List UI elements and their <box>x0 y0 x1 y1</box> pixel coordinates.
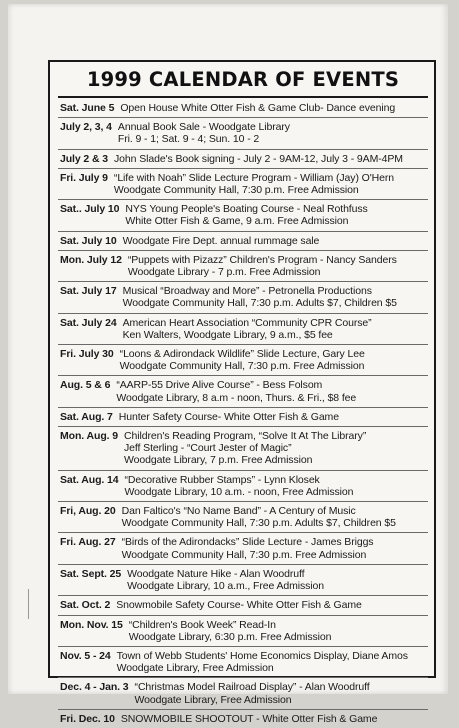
event-description-line: Hunter Safety Course- White Otter Fish & Game <box>118 410 339 423</box>
event-row <box>58 471 428 502</box>
event-description-line: John Slade's Book signing - July 2 - 9AM-12, July 3 - 9AM-4PM <box>114 152 403 165</box>
event-date: Fri. July 30 <box>60 348 114 361</box>
event-description-line: Musical “Broadway and More” - Petronella Productions <box>122 285 372 298</box>
event-row <box>58 200 428 231</box>
event-date: Sat. July 10 <box>60 234 117 247</box>
event-description-line: Jeff Sterling - “Court Jester of Magic” <box>124 442 292 455</box>
event-description <box>114 348 428 372</box>
event-description-line: Woodgate Community Hall, 7:30 p.m. Free Admission <box>121 548 367 561</box>
event-description-line: American Heart Association “Community CPR Course” <box>122 316 372 329</box>
event-date: Sat. Oct. 2 <box>60 599 111 612</box>
event-row <box>58 345 428 376</box>
event-description <box>108 153 428 165</box>
event-row <box>58 99 428 118</box>
event-description-line: “Life with Noah” Slide Lecture Program - William (Jay) O'Hern <box>113 171 394 184</box>
event-description <box>119 474 428 498</box>
event-date: July 2 & 3 <box>60 152 109 165</box>
event-description-line: Fri. 9 - 1; Sat. 9 - 4; Sun. 10 - 2 <box>117 133 260 146</box>
event-description-line: Annual Book Sale - Woodgate Library <box>117 121 290 134</box>
event-row <box>58 710 428 728</box>
calendar-box <box>48 60 436 725</box>
page <box>8 4 448 725</box>
event-date: Sat. June 5 <box>60 102 115 114</box>
event-row <box>58 282 428 313</box>
event-description-line: Children's Reading Program, “Solve It At The Library” <box>124 430 367 443</box>
event-description <box>122 254 428 278</box>
event-description-line: White Otter Fish & Game, 9 a.m. Free Admission <box>125 215 349 228</box>
event-date: Sat. Aug. 14 <box>60 473 119 486</box>
event-description <box>111 650 428 674</box>
event-description-line: Woodgate Community Hall, 7:30 p.m. Free Admission <box>119 360 365 373</box>
event-description <box>117 285 428 309</box>
event-description-line: Woodgate Library, 10 a.m., Free Admission <box>127 580 325 593</box>
event-description-line: Woodgate Library, 6:30 p.m. Free Admission <box>128 630 332 643</box>
page-fold-mark <box>28 589 29 619</box>
event-description-line: Open House White Otter Fish & Game Club- Dance evening <box>120 102 396 114</box>
event-date: July 2, 3, 4 <box>60 121 112 134</box>
event-row <box>58 408 428 427</box>
event-description-line: Town of Webb Students' Home Economics Display, Diane Amos <box>116 649 408 662</box>
event-description <box>119 203 428 227</box>
event-row <box>58 376 428 407</box>
event-date: Sat. July 17 <box>60 285 117 298</box>
event-row <box>58 533 428 564</box>
event-description <box>116 536 428 560</box>
event-description-line: SNOWMOBILE SHOOTOUT - White Otter Fish & Game <box>120 712 378 725</box>
event-description <box>108 172 428 196</box>
event-description-line: “Christmas Model Railroad Display” - Alan Woodruff <box>134 681 370 694</box>
event-date: Sat. Aug. 7 <box>60 410 113 423</box>
event-description-line: Ken Walters, Woodgate Library, 9 a.m., $5 fee <box>122 328 333 341</box>
event-description-line: “AARP-55 Drive Alive Course” - Bess Folsom <box>116 379 323 392</box>
event-list <box>58 99 428 728</box>
event-row <box>58 232 428 251</box>
event-row <box>58 502 428 533</box>
event-description-line: Snowmobile Safety Course- White Otter Fish & Game <box>116 599 362 612</box>
event-description-line: Woodgate Community Hall, 7:30 p.m. Adults $7, Children $5 <box>121 517 396 530</box>
event-description <box>129 681 428 705</box>
event-description <box>123 619 428 643</box>
event-description-line: Woodgate Community Hall, 7:30 p.m. Adults $7, Children $5 <box>122 297 397 310</box>
event-description-line: “Decorative Rubber Stamps” - Lynn Klosek <box>124 473 320 486</box>
event-description-line: Dan Faltico's “No Name Band” - A Century of Music <box>121 505 356 518</box>
event-row <box>58 169 428 200</box>
event-row <box>58 251 428 282</box>
event-row <box>58 596 428 615</box>
event-date: Fri, Aug. 20 <box>60 505 116 518</box>
event-description-line: “Loons & Adirondack Wildlife” Slide Lecture, Gary Lee <box>119 348 365 361</box>
event-description <box>118 430 428 467</box>
event-date: Dec. 4 - Jan. 3 <box>60 681 129 694</box>
event-date: Fri. Dec. 10 <box>60 712 115 725</box>
event-description-line: Woodgate Fire Dept. annual rummage sale <box>122 234 320 247</box>
event-description-line: Woodgate Community Hall, 7:30 p.m. Free Admission <box>113 184 359 197</box>
event-description <box>112 121 428 145</box>
event-description-line: “Puppets with Pizazz” Children's Program - Nancy Sanders <box>127 253 397 266</box>
event-date: Sat. Sept. 25 <box>60 567 122 580</box>
event-description <box>121 568 428 592</box>
event-description-line: NYS Young People's Boating Course - Neal Rothfuss <box>125 203 368 216</box>
event-date: Fri. July 9 <box>60 171 108 184</box>
event-date: Fri. Aug. 27 <box>60 536 116 549</box>
event-description <box>110 599 428 611</box>
event-description-line: Woodgate Nature Hike - Alan Woodruff <box>127 567 305 580</box>
title-divider <box>58 96 428 98</box>
event-description-line: “Birds of the Adirondacks” Slide Lecture - James Briggs <box>121 536 374 549</box>
event-description-line: Woodgate Library, 10 a.m. - noon, Free Admission <box>124 485 354 498</box>
event-row <box>58 565 428 596</box>
event-description-line: Woodgate Library, Free Admission <box>134 693 292 706</box>
event-date: Mon. Nov. 15 <box>60 618 123 631</box>
event-row <box>58 616 428 647</box>
event-row <box>58 118 428 149</box>
event-description <box>110 379 428 403</box>
event-description-line: “Children's Book Week” Read-In <box>128 618 276 631</box>
calendar-title: 1999 CALENDAR OF EVENTS <box>86 68 400 91</box>
event-description <box>117 317 428 341</box>
event-date: Sat.. July 10 <box>60 203 120 216</box>
event-description <box>116 505 428 529</box>
event-date: Sat. July 24 <box>60 316 117 329</box>
event-description <box>117 235 428 247</box>
event-row <box>58 678 428 709</box>
event-description-line: Woodgate Library - 7 p.m. Free Admission <box>127 266 321 279</box>
event-description <box>115 713 428 725</box>
event-date: Nov. 5 - 24 <box>60 649 111 662</box>
event-row <box>58 427 428 471</box>
event-description <box>113 411 428 423</box>
event-date: Aug. 5 & 6 <box>60 379 111 392</box>
event-description-line: Woodgate Library, Free Admission <box>116 662 274 675</box>
event-row <box>58 150 428 169</box>
event-description <box>114 102 428 114</box>
event-date: Mon. Aug. 9 <box>60 430 119 443</box>
event-date: Mon. July 12 <box>60 253 122 266</box>
event-description-line: Woodgate Library, 8 a.m - noon, Thurs. & Fri., $8 fee <box>116 391 357 404</box>
event-description-line: Woodgate Library, 7 p.m. Free Admission <box>124 454 313 467</box>
event-row <box>58 314 428 345</box>
event-row <box>58 647 428 678</box>
